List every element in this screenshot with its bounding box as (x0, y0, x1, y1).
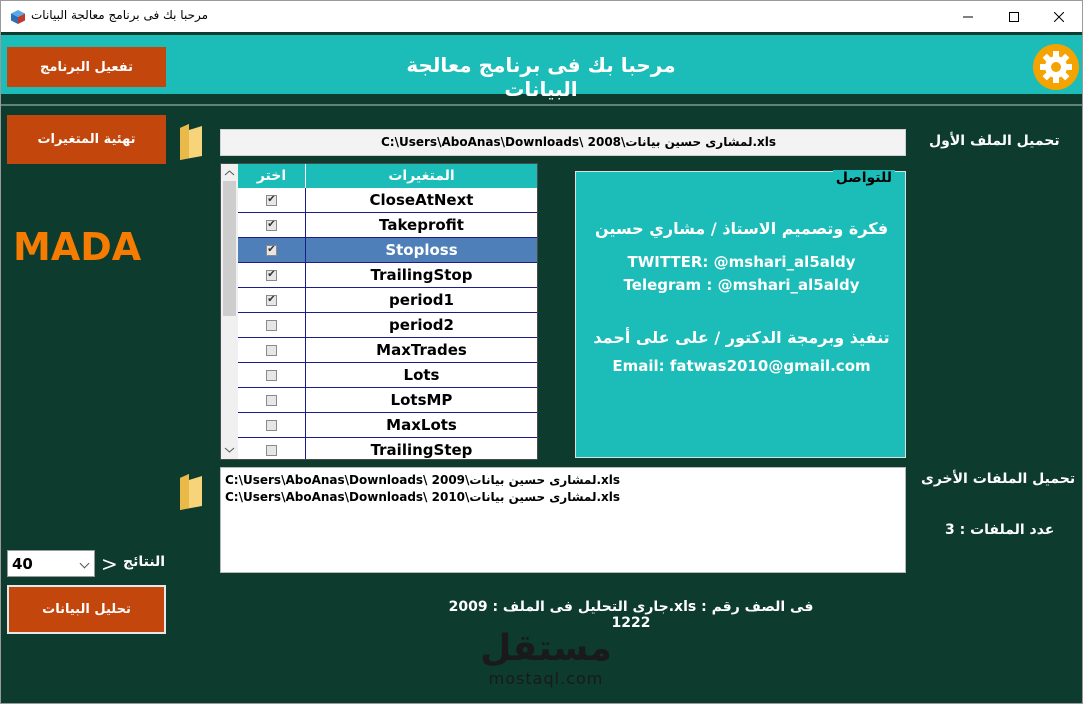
checkbox-unchecked[interactable] (266, 420, 277, 431)
row-checkbox-cell[interactable] (238, 188, 306, 212)
gear-icon[interactable] (1033, 44, 1079, 90)
scroll-down-icon[interactable] (221, 443, 238, 457)
checkbox-checked[interactable]: ✔ (267, 244, 276, 255)
close-icon (1054, 12, 1064, 22)
row-checkbox-cell[interactable] (238, 338, 306, 362)
row-variable-name: LotsMP (390, 391, 453, 409)
checkbox-checked[interactable]: ✔ (267, 219, 276, 230)
checkbox-unchecked[interactable] (266, 345, 277, 356)
contact-telegram: Telegram : @mshari_al5aldy (623, 276, 860, 294)
row-variable-name: period2 (389, 316, 454, 334)
row-variable-name: MaxTrades (376, 341, 467, 359)
file-count-label: عدد الملفات : 3 (945, 522, 1055, 538)
row-checkbox-cell[interactable] (238, 213, 306, 237)
first-file-path[interactable] (220, 129, 906, 156)
header-divider (1, 100, 1082, 110)
first-file-label: تحميل الملف الأول (929, 133, 1060, 149)
list-item[interactable]: C:\Users\AboAnas\Downloads\ 2010\لمشارى حسين بيانات.xls (225, 490, 621, 504)
row-variable-name: Takeprofit (379, 216, 464, 234)
contact-email: Email: fatwas2010@gmail.com (612, 357, 871, 375)
row-variable-name: TrailingStep (370, 441, 473, 459)
checkbox-unchecked[interactable] (266, 445, 277, 456)
row-checkbox-cell[interactable] (238, 238, 306, 262)
first-file-path-text: C:\Users\AboAnas\Downloads\ 2008\لمشارى حسين بيانات.xls (381, 135, 777, 149)
grid-header (238, 164, 537, 188)
results-select-value: 40 (12, 555, 33, 573)
window-title: مرحبا بك فى برنامج معالجة البيانات (31, 8, 209, 22)
checkbox-unchecked[interactable] (266, 370, 277, 381)
results-select[interactable] (7, 550, 95, 577)
folder-icon[interactable] (179, 122, 203, 162)
contact-idea: فكرة وتصميم الاستاذ / مشاري حسين (594, 219, 889, 238)
checkbox-unchecked[interactable] (266, 320, 277, 331)
table-row[interactable] (238, 188, 537, 213)
table-row[interactable] (238, 313, 537, 338)
checkbox-checked[interactable]: ✔ (267, 269, 276, 280)
checkbox-checked[interactable]: ✔ (267, 194, 276, 205)
checkbox-checked[interactable]: ✔ (267, 294, 276, 305)
header-title: مرحبا بك فى برنامج معالجة البيانات (406, 53, 676, 101)
row-checkbox-cell[interactable] (238, 313, 306, 337)
folder-icon[interactable] (179, 472, 203, 512)
client-area (1, 32, 1082, 703)
table-row[interactable] (238, 263, 537, 288)
row-variable-name: CloseAtNext (369, 191, 474, 209)
table-row[interactable] (238, 388, 537, 413)
brand-logo-text: MADA (13, 225, 142, 269)
table-row[interactable] (238, 213, 537, 238)
contact-legend: للتواصل (833, 170, 895, 186)
close-button[interactable] (1036, 1, 1082, 32)
row-checkbox-cell[interactable] (238, 288, 306, 312)
watermark-arabic: مستقل (480, 628, 612, 669)
row-variable-name: MaxLots (386, 416, 457, 434)
contact-group (575, 171, 906, 458)
row-checkbox-cell[interactable] (238, 388, 306, 412)
minimize-icon (963, 12, 973, 22)
row-variable-name: TrailingStop (370, 266, 473, 284)
row-checkbox-cell[interactable] (238, 363, 306, 387)
chevron-down-icon (80, 559, 90, 569)
grid-header-select: اختر (238, 164, 306, 188)
minimize-button[interactable] (945, 1, 991, 32)
maximize-button[interactable] (991, 1, 1037, 32)
results-label: النتائج (123, 554, 166, 570)
row-checkbox-cell[interactable] (238, 263, 306, 287)
scroll-up-icon[interactable] (221, 166, 238, 180)
watermark-latin: mostaql.com (488, 669, 604, 688)
row-variable-name: period1 (389, 291, 454, 309)
app-cube-icon (10, 9, 26, 25)
table-row[interactable] (238, 413, 537, 438)
other-files-label: تحميل الملفات الأخرى (921, 471, 1076, 487)
table-row[interactable] (238, 238, 537, 263)
checkbox-unchecked[interactable] (266, 395, 277, 406)
results-operator: < (101, 552, 118, 576)
activate-program-button[interactable]: تفعيل البرنامج (7, 47, 166, 87)
maximize-icon (1009, 12, 1019, 22)
row-checkbox-cell[interactable] (238, 413, 306, 437)
status-text: جارى التحليل فى الملف : 2009.xls فى الصف رقم : 1222 (448, 599, 814, 631)
init-variables-button[interactable]: تهئية المتغيرات (7, 115, 166, 164)
list-item[interactable]: C:\Users\AboAnas\Downloads\ 2009\لمشارى حسين بيانات.xls (225, 473, 621, 487)
other-files-list[interactable] (220, 467, 906, 573)
row-checkbox-cell[interactable] (238, 438, 306, 460)
title-bar (1, 1, 1082, 32)
contact-developer: تنفيذ وبرمجة الدكتور / على على أحمد (593, 328, 890, 347)
table-row[interactable] (238, 438, 537, 460)
scrollbar-thumb[interactable] (223, 181, 236, 316)
table-row[interactable] (238, 288, 537, 313)
table-row[interactable] (238, 363, 537, 388)
header-banner (1, 35, 1082, 101)
analyze-data-button[interactable]: تحليل البيانات (7, 585, 166, 634)
contact-twitter: TWITTER: @mshari_al5aldy (627, 253, 856, 271)
table-row[interactable] (238, 338, 537, 363)
row-variable-name: Lots (403, 366, 440, 384)
watermark (471, 629, 621, 688)
row-variable-name: Stoploss (385, 241, 458, 259)
grid-header-name: المتغيرات (388, 168, 455, 184)
variables-grid[interactable] (220, 163, 538, 460)
grid-scrollbar[interactable] (221, 164, 238, 459)
